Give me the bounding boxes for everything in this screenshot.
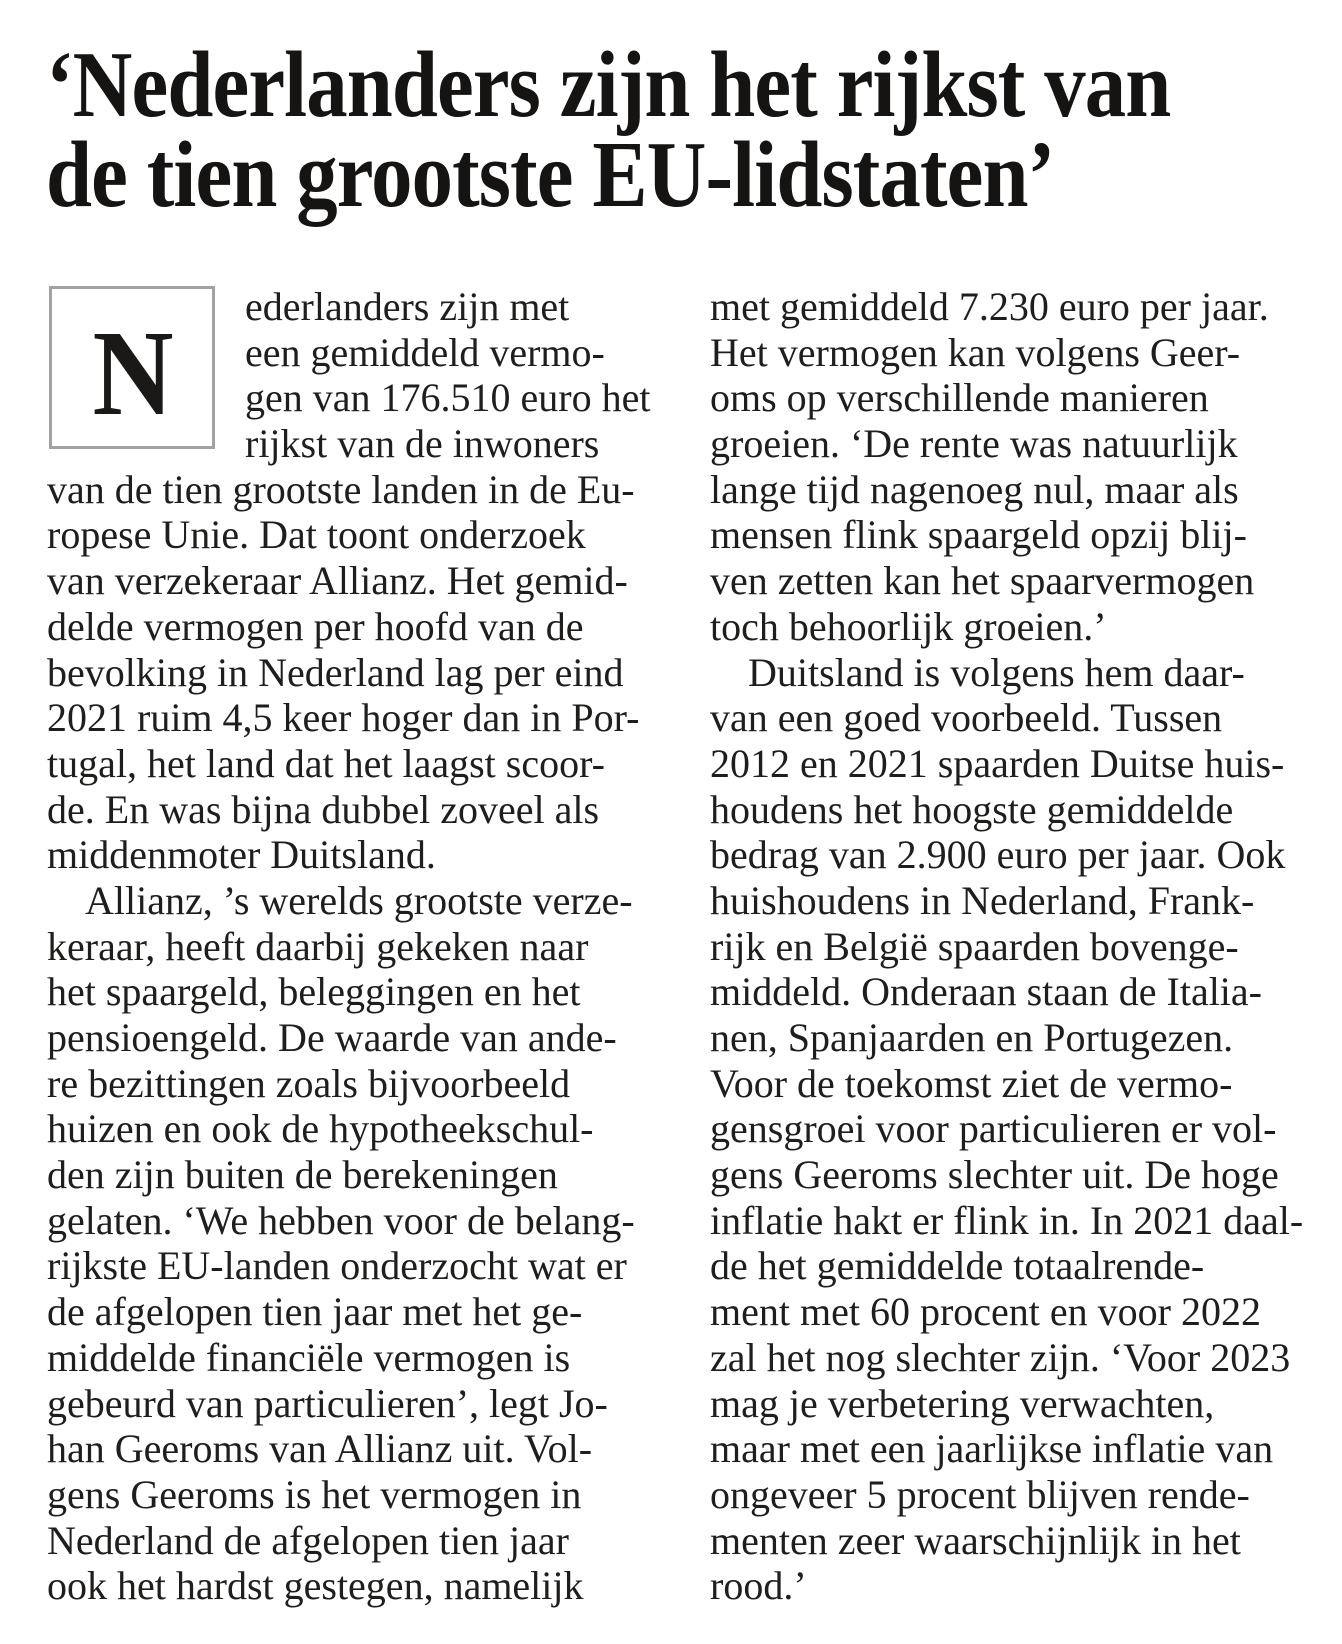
text-line: gens Geeroms slechter uit. De hoge bbox=[710, 1152, 1279, 1198]
text-line: middeld. Onderaan staan de Italia- bbox=[710, 969, 1262, 1015]
text-line: maar met een jaarlijkse inflatie van bbox=[710, 1426, 1274, 1472]
text-line: pensioengeld. De waarde van ande- bbox=[47, 1015, 617, 1060]
text-line: Het vermogen kan volgens Geer- bbox=[710, 329, 1241, 375]
text-line: 2012 en 2021 spaarden Duitse huis- bbox=[710, 740, 1285, 786]
text-line: toch behoorlijk groeien.’ bbox=[710, 603, 1107, 649]
text-line: met gemiddeld 7.230 euro per jaar. bbox=[710, 284, 1269, 329]
text-line: middenmoter Duitsland. bbox=[47, 832, 436, 878]
text-line: re bezittingen zoals bijvoorbeeld bbox=[47, 1060, 571, 1106]
text-line: Nederland de afgelopen tien jaar bbox=[47, 1517, 569, 1563]
text-line: han Geeroms van Allianz uit. Vol- bbox=[47, 1426, 593, 1472]
article-headline bbox=[46, 33, 1171, 227]
text-line: gens Geeroms is het vermogen in bbox=[47, 1471, 582, 1517]
text-line: middelde financiële vermogen is bbox=[47, 1334, 571, 1380]
text-line: gensgroei voor particulieren er vol- bbox=[710, 1106, 1277, 1152]
text-line: delde vermogen per hoofd van de bbox=[47, 603, 584, 649]
text-line: huishoudens in Nederland, Frank- bbox=[710, 877, 1255, 923]
text-line: Allianz, ’s werelds grootste verze- bbox=[85, 877, 633, 923]
text-line: mag je verbetering verwachten, bbox=[710, 1380, 1215, 1426]
text-line: houdens het hoogste gemiddelde bbox=[710, 786, 1234, 832]
text-line: de. En was bijna dubbel zoveel als bbox=[47, 786, 600, 832]
text-line: nen, Spanjaarden en Portugezen. bbox=[710, 1015, 1234, 1060]
dropcap-box bbox=[49, 286, 215, 449]
text-line: rijkst van de inwoners bbox=[245, 421, 600, 467]
dropcap-letter: N bbox=[92, 305, 172, 441]
text-line: de het gemiddelde totaalrende- bbox=[710, 1243, 1205, 1289]
headline-line-2: de tien grootste EU-lidstaten’ bbox=[46, 123, 1055, 227]
text-line: menten zeer waarschijnlijk in het bbox=[710, 1517, 1241, 1563]
text-line: huizen en ook de hypotheekschul- bbox=[47, 1106, 594, 1152]
text-line: gebeurd van particulieren’, legt Jo- bbox=[47, 1380, 608, 1426]
text-line: van een goed voorbeeld. Tussen bbox=[710, 695, 1223, 741]
text-line: inflatie hakt er flink in. In 2021 daal- bbox=[710, 1197, 1304, 1243]
text-line: ederlanders zijn met bbox=[245, 284, 570, 329]
text-line: rood.’ bbox=[710, 1563, 807, 1609]
text-line: ook het hardst gestegen, namelijk bbox=[47, 1563, 584, 1609]
text-line: een gemiddeld vermo- bbox=[245, 329, 605, 375]
headline-line-1: ‘Nederlanders zijn het rijkst van bbox=[46, 33, 1171, 137]
text-line: Voor de toekomst ziet de vermo- bbox=[710, 1060, 1233, 1106]
text-line: bevolking in Nederland lag per eind bbox=[47, 649, 624, 695]
text-line: zal het nog slechter zijn. ‘Voor 2023 bbox=[710, 1334, 1291, 1380]
text-line: groeien. ‘De rente was natuurlijk bbox=[710, 421, 1238, 467]
text-line: mensen flink spaargeld opzij blij- bbox=[710, 512, 1247, 558]
article-column-left bbox=[47, 284, 651, 1609]
text-line: ment met 60 procent en voor 2022 bbox=[710, 1289, 1261, 1335]
text-line: rijk en België spaarden bovenge- bbox=[710, 923, 1239, 969]
text-line: 2021 ruim 4,5 keer hoger dan in Por- bbox=[47, 695, 640, 741]
text-line: gelaten. ‘We hebben voor de belang- bbox=[47, 1197, 635, 1243]
text-line: tugal, het land dat het laagst scoor- bbox=[47, 740, 605, 786]
text-line: keraar, heeft daarbij gekeken naar bbox=[47, 923, 589, 969]
text-line: de afgelopen tien jaar met het ge- bbox=[47, 1289, 583, 1335]
text-line: lange tijd nagenoeg nul, maar als bbox=[710, 466, 1239, 512]
text-line: gen van 176.510 euro het bbox=[245, 375, 651, 421]
text-line: Duitsland is volgens hem daar- bbox=[748, 649, 1245, 695]
article-column-right bbox=[710, 284, 1311, 1609]
text-line: het spaargeld, beleggingen en het bbox=[47, 969, 581, 1015]
text-line: bedrag van 2.900 euro per jaar. Ook bbox=[710, 832, 1286, 878]
text-line: ven zetten kan het spaarvermogen bbox=[710, 558, 1255, 604]
text-line: van verzekeraar Allianz. Het gemid- bbox=[47, 558, 628, 604]
text-line: ongeveer 5 procent blijven rende- bbox=[710, 1471, 1250, 1517]
text-line: van de tien grootste landen in de Eu- bbox=[47, 466, 635, 512]
text-line: den zijn buiten de berekeningen bbox=[47, 1152, 558, 1198]
text-line: ropese Unie. Dat toont onderzoek bbox=[47, 512, 586, 558]
text-line: oms op verschillende manieren bbox=[710, 375, 1209, 421]
text-line: rijkste EU-landen onderzocht wat er bbox=[47, 1243, 627, 1289]
